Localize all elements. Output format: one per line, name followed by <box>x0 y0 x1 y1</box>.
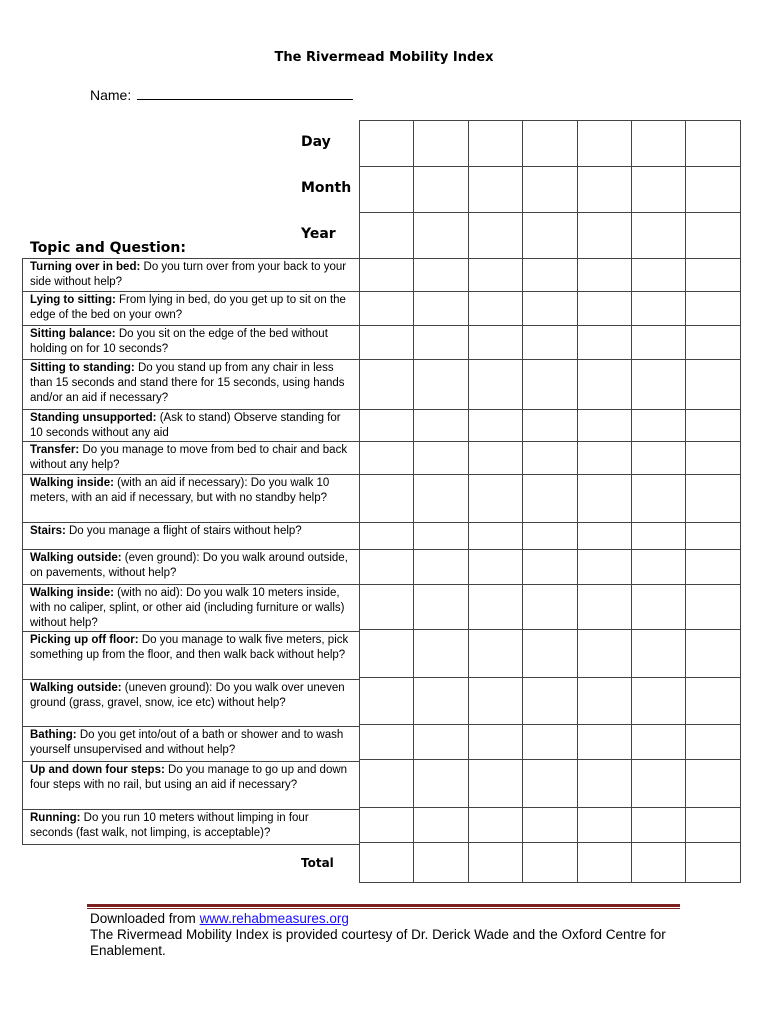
question-cell <box>23 762 360 810</box>
date-entry-cell[interactable] <box>413 166 468 213</box>
score-entry-cell[interactable] <box>522 291 577 326</box>
total-label: Total <box>301 856 334 870</box>
score-entry-cell[interactable] <box>468 584 523 630</box>
score-entry-cell[interactable] <box>359 409 414 442</box>
day-label: Day <box>301 134 331 150</box>
name-row <box>90 86 353 103</box>
question-row <box>23 326 360 360</box>
score-entry-cell[interactable] <box>359 549 414 585</box>
score-entry-cell[interactable] <box>577 629 632 678</box>
score-entry-cell[interactable] <box>631 474 686 523</box>
question-cell <box>23 550 360 585</box>
total-entry-cell[interactable] <box>631 842 686 883</box>
question-text: Do you manage to move from bed to chair and back without any help? <box>30 444 348 471</box>
score-entry-cell[interactable] <box>522 677 577 725</box>
score-entry-cell[interactable] <box>359 291 414 326</box>
question-row <box>23 810 360 845</box>
score-entry-cell[interactable] <box>522 441 577 475</box>
question-cell <box>23 292 360 326</box>
question-cell <box>23 410 360 442</box>
question-topic: Walking inside: <box>30 477 114 489</box>
date-entry-cell[interactable] <box>468 212 523 259</box>
score-entry-cell[interactable] <box>577 522 632 550</box>
question-topic: Picking up off floor: <box>30 634 139 646</box>
score-entry-cell[interactable] <box>577 291 632 326</box>
score-entry-cell[interactable] <box>577 677 632 725</box>
total-entry-cell[interactable] <box>359 842 414 883</box>
score-entry-cell[interactable] <box>359 584 414 630</box>
score-entry-cell[interactable] <box>631 724 686 760</box>
question-cell <box>23 326 360 360</box>
question-row <box>23 259 360 292</box>
question-row <box>23 680 360 727</box>
score-entry-cell[interactable] <box>413 441 468 475</box>
question-row <box>23 360 360 410</box>
score-entry-cell[interactable] <box>468 549 523 585</box>
score-entry-cell[interactable] <box>522 584 577 630</box>
question-topic: Standing unsupported: <box>30 412 157 424</box>
total-entry-cell[interactable] <box>522 842 577 883</box>
score-entry-cell[interactable] <box>522 258 577 292</box>
score-entry-cell[interactable] <box>468 291 523 326</box>
question-cell <box>23 727 360 762</box>
question-text: Do you manage a flight of stairs without help? <box>69 525 302 537</box>
question-topic: Lying to sitting: <box>30 294 116 306</box>
question-topic: Sitting balance: <box>30 328 116 340</box>
score-entry-cell[interactable] <box>685 474 740 523</box>
score-entry-cell[interactable] <box>631 409 686 442</box>
question-cell <box>23 475 360 523</box>
month-label: Month <box>301 180 352 196</box>
question-row <box>23 632 360 680</box>
score-entry-cell[interactable] <box>413 359 468 410</box>
score-entry-cell[interactable] <box>631 441 686 475</box>
score-entry-cell[interactable] <box>685 291 740 326</box>
footer <box>90 911 690 959</box>
date-entry-cell[interactable] <box>413 212 468 259</box>
score-entry-cell[interactable] <box>413 409 468 442</box>
date-entry-cell[interactable] <box>522 212 577 259</box>
total-entry-cell[interactable] <box>685 842 740 883</box>
score-entry-cell[interactable] <box>468 759 523 808</box>
total-entry-cell[interactable] <box>577 842 632 883</box>
question-row <box>23 442 360 475</box>
score-entry-cell[interactable] <box>685 325 740 360</box>
question-topic: Sitting to standing: <box>30 362 135 374</box>
question-row <box>23 475 360 523</box>
date-entry-cell[interactable] <box>577 166 632 213</box>
score-entry-cell[interactable] <box>359 474 414 523</box>
date-entry-cell[interactable] <box>631 166 686 213</box>
date-entry-cell[interactable] <box>359 212 414 259</box>
question-text: Do you get into/out of a bath or shower and to wash yourself unsupervised and without help? <box>30 729 344 756</box>
score-entry-cell[interactable] <box>468 359 523 410</box>
score-entry-cell[interactable] <box>522 474 577 523</box>
score-entry-cell[interactable] <box>359 441 414 475</box>
question-topic: Turning over in bed: <box>30 261 141 273</box>
question-cell <box>23 810 360 845</box>
question-text: Do you manage to go up and down four steps with no rail, but using an aid if necessary? <box>30 764 348 791</box>
score-entry-cell[interactable] <box>631 549 686 585</box>
question-text: (uneven ground): Do you walk over uneven ground (grass, gravel, snow, ice etc) without help? <box>30 682 345 709</box>
score-entry-cell[interactable] <box>631 325 686 360</box>
score-entry-cell[interactable] <box>413 677 468 725</box>
question-text: Do you sit on the edge of the bed without holding on for 10 seconds? <box>30 328 328 355</box>
score-entry-cell[interactable] <box>413 759 468 808</box>
rehabmeasures-link[interactable]: www.rehabmeasures.org <box>199 911 349 926</box>
date-entry-cell[interactable] <box>631 212 686 259</box>
score-entry-cell[interactable] <box>522 724 577 760</box>
question-topic: Walking inside: <box>30 587 114 599</box>
score-entry-cell[interactable] <box>685 807 740 843</box>
score-entry-cell[interactable] <box>685 759 740 808</box>
question-cell <box>23 523 360 550</box>
date-entry-cell[interactable] <box>468 120 523 167</box>
score-entry-cell[interactable] <box>685 522 740 550</box>
score-entry-cell[interactable] <box>468 258 523 292</box>
question-text: Do you turn over from your back to your side without help? <box>30 261 347 288</box>
score-entry-cell[interactable] <box>685 549 740 585</box>
question-text: (with an aid if necessary): Do you walk 10 meters, with an aid if necessary, but with no standby help? <box>30 477 330 504</box>
score-entry-cell[interactable] <box>522 522 577 550</box>
score-entry-cell[interactable] <box>577 441 632 475</box>
date-entry-cell[interactable] <box>413 120 468 167</box>
score-entry-cell[interactable] <box>468 441 523 475</box>
name-field[interactable] <box>137 86 353 100</box>
score-entry-cell[interactable] <box>685 409 740 442</box>
date-entry-cell[interactable] <box>359 166 414 213</box>
score-entry-cell[interactable] <box>413 325 468 360</box>
score-entry-cell[interactable] <box>577 584 632 630</box>
date-entry-cell[interactable] <box>685 120 740 167</box>
score-entry-cell[interactable] <box>413 629 468 678</box>
question-topic: Transfer: <box>30 444 80 456</box>
score-entry-cell[interactable] <box>413 291 468 326</box>
score-entry-cell[interactable] <box>359 807 414 843</box>
score-entry-cell[interactable] <box>522 325 577 360</box>
score-entry-cell[interactable] <box>577 258 632 292</box>
score-entry-cell[interactable] <box>468 325 523 360</box>
score-entry-cell[interactable] <box>359 522 414 550</box>
score-entry-cell[interactable] <box>522 807 577 843</box>
question-text: (with no aid): Do you walk 10 meters inside, with no caliper, splint, or other aid (including furniture or walls) without help? <box>30 587 345 629</box>
score-entry-cell[interactable] <box>359 759 414 808</box>
question-row <box>23 410 360 442</box>
score-entry-cell[interactable] <box>359 629 414 678</box>
question-cell <box>23 259 360 292</box>
credit-text: The Rivermead Mobility Index is provided courtesy of Dr. Derick Wade and the Oxford Centre for Enablement. <box>90 927 666 958</box>
score-entry-cell[interactable] <box>413 584 468 630</box>
year-label: Year <box>301 226 336 242</box>
footer-divider-thin <box>87 908 680 909</box>
score-entry-cell[interactable] <box>685 359 740 410</box>
score-entry-cell[interactable] <box>522 629 577 678</box>
question-row <box>23 523 360 550</box>
question-row <box>23 762 360 810</box>
score-entry-cell[interactable] <box>685 677 740 725</box>
total-entry-cell[interactable] <box>413 842 468 883</box>
question-text: (even ground): Do you walk around outside, on pavements, without help? <box>30 552 348 579</box>
score-entry-cell[interactable] <box>631 629 686 678</box>
date-entry-cell[interactable] <box>685 166 740 213</box>
score-entry-cell[interactable] <box>359 724 414 760</box>
score-entry-cell[interactable] <box>468 677 523 725</box>
score-entry-cell[interactable] <box>468 807 523 843</box>
score-entry-cell[interactable] <box>413 724 468 760</box>
score-entry-cell[interactable] <box>522 409 577 442</box>
score-entry-cell[interactable] <box>631 584 686 630</box>
question-topic: Walking outside: <box>30 552 122 564</box>
question-row <box>23 727 360 762</box>
question-row <box>23 585 360 632</box>
question-row <box>23 292 360 326</box>
score-entry-cell[interactable] <box>631 759 686 808</box>
topic-heading: Topic and Question: <box>30 240 186 256</box>
question-topic: Stairs: <box>30 525 66 537</box>
question-row <box>23 550 360 585</box>
score-entry-cell[interactable] <box>468 724 523 760</box>
question-cell <box>23 442 360 475</box>
score-entry-cell[interactable] <box>577 409 632 442</box>
score-entry-cell[interactable] <box>577 759 632 808</box>
score-entry-cell[interactable] <box>631 258 686 292</box>
question-cell <box>23 585 360 632</box>
footer-divider <box>87 904 680 907</box>
question-text: From lying in bed, do you get up to sit on the edge of the bed on your own? <box>30 294 346 321</box>
date-entry-cell[interactable] <box>577 212 632 259</box>
score-entry-cell[interactable] <box>577 807 632 843</box>
score-entry-cell[interactable] <box>413 522 468 550</box>
date-entry-cell[interactable] <box>631 120 686 167</box>
score-entry-cell[interactable] <box>359 359 414 410</box>
score-entry-cell[interactable] <box>359 258 414 292</box>
question-cell <box>23 632 360 680</box>
score-entry-cell[interactable] <box>631 291 686 326</box>
total-entry-cell[interactable] <box>468 842 523 883</box>
score-entry-cell[interactable] <box>685 584 740 630</box>
score-entry-cell[interactable] <box>522 759 577 808</box>
questions-table <box>22 258 360 845</box>
score-entry-cell[interactable] <box>685 629 740 678</box>
score-entry-cell[interactable] <box>413 474 468 523</box>
score-entry-cell[interactable] <box>631 359 686 410</box>
score-entry-cell[interactable] <box>359 677 414 725</box>
question-cell <box>23 680 360 727</box>
score-entry-cell[interactable] <box>685 258 740 292</box>
score-entry-cell[interactable] <box>685 441 740 475</box>
question-text: Do you manage to walk five meters, pick something up from the floor, and then walk back without help? <box>30 634 349 661</box>
score-entry-cell[interactable] <box>413 549 468 585</box>
date-entry-cell[interactable] <box>522 120 577 167</box>
score-entry-cell[interactable] <box>413 258 468 292</box>
score-entry-cell[interactable] <box>631 677 686 725</box>
date-entry-cell[interactable] <box>359 120 414 167</box>
page-title: The Rivermead Mobility Index <box>274 50 494 65</box>
score-entry-cell[interactable] <box>685 724 740 760</box>
question-topic: Bathing: <box>30 729 77 741</box>
score-entry-cell[interactable] <box>577 474 632 523</box>
question-text: Do you stand up from any chair in less than 15 seconds and stand there for 15 seconds, using hands and/or an aid if necessary? <box>30 362 345 404</box>
question-text: (Ask to stand) Observe standing for 10 seconds without any aid <box>30 412 341 439</box>
question-topic: Up and down four steps: <box>30 764 165 776</box>
question-text: Do you run 10 meters without limping in four seconds (fast walk, not limping, is acceptable)? <box>30 812 309 839</box>
score-entry-cell[interactable] <box>577 359 632 410</box>
score-entry-cell[interactable] <box>468 409 523 442</box>
score-entry-cell[interactable] <box>522 359 577 410</box>
date-entry-cell[interactable] <box>522 166 577 213</box>
question-topic: Running: <box>30 812 81 824</box>
score-entry-cell[interactable] <box>359 325 414 360</box>
score-entry-cell[interactable] <box>468 629 523 678</box>
question-topic: Walking outside: <box>30 682 122 694</box>
date-entry-cell[interactable] <box>577 120 632 167</box>
date-entry-cell[interactable] <box>685 212 740 259</box>
score-entry-cell[interactable] <box>468 474 523 523</box>
score-entry-cell[interactable] <box>577 325 632 360</box>
score-entry-cell[interactable] <box>413 807 468 843</box>
score-entry-cell[interactable] <box>522 549 577 585</box>
name-label: Name: <box>90 87 132 103</box>
date-entry-cell[interactable] <box>468 166 523 213</box>
score-entry-cell[interactable] <box>577 724 632 760</box>
score-entry-cell[interactable] <box>631 807 686 843</box>
score-entry-cell[interactable] <box>631 522 686 550</box>
score-entry-cell[interactable] <box>577 549 632 585</box>
score-entry-cell[interactable] <box>468 522 523 550</box>
question-cell <box>23 360 360 410</box>
downloaded-from-label: Downloaded from <box>90 911 200 926</box>
